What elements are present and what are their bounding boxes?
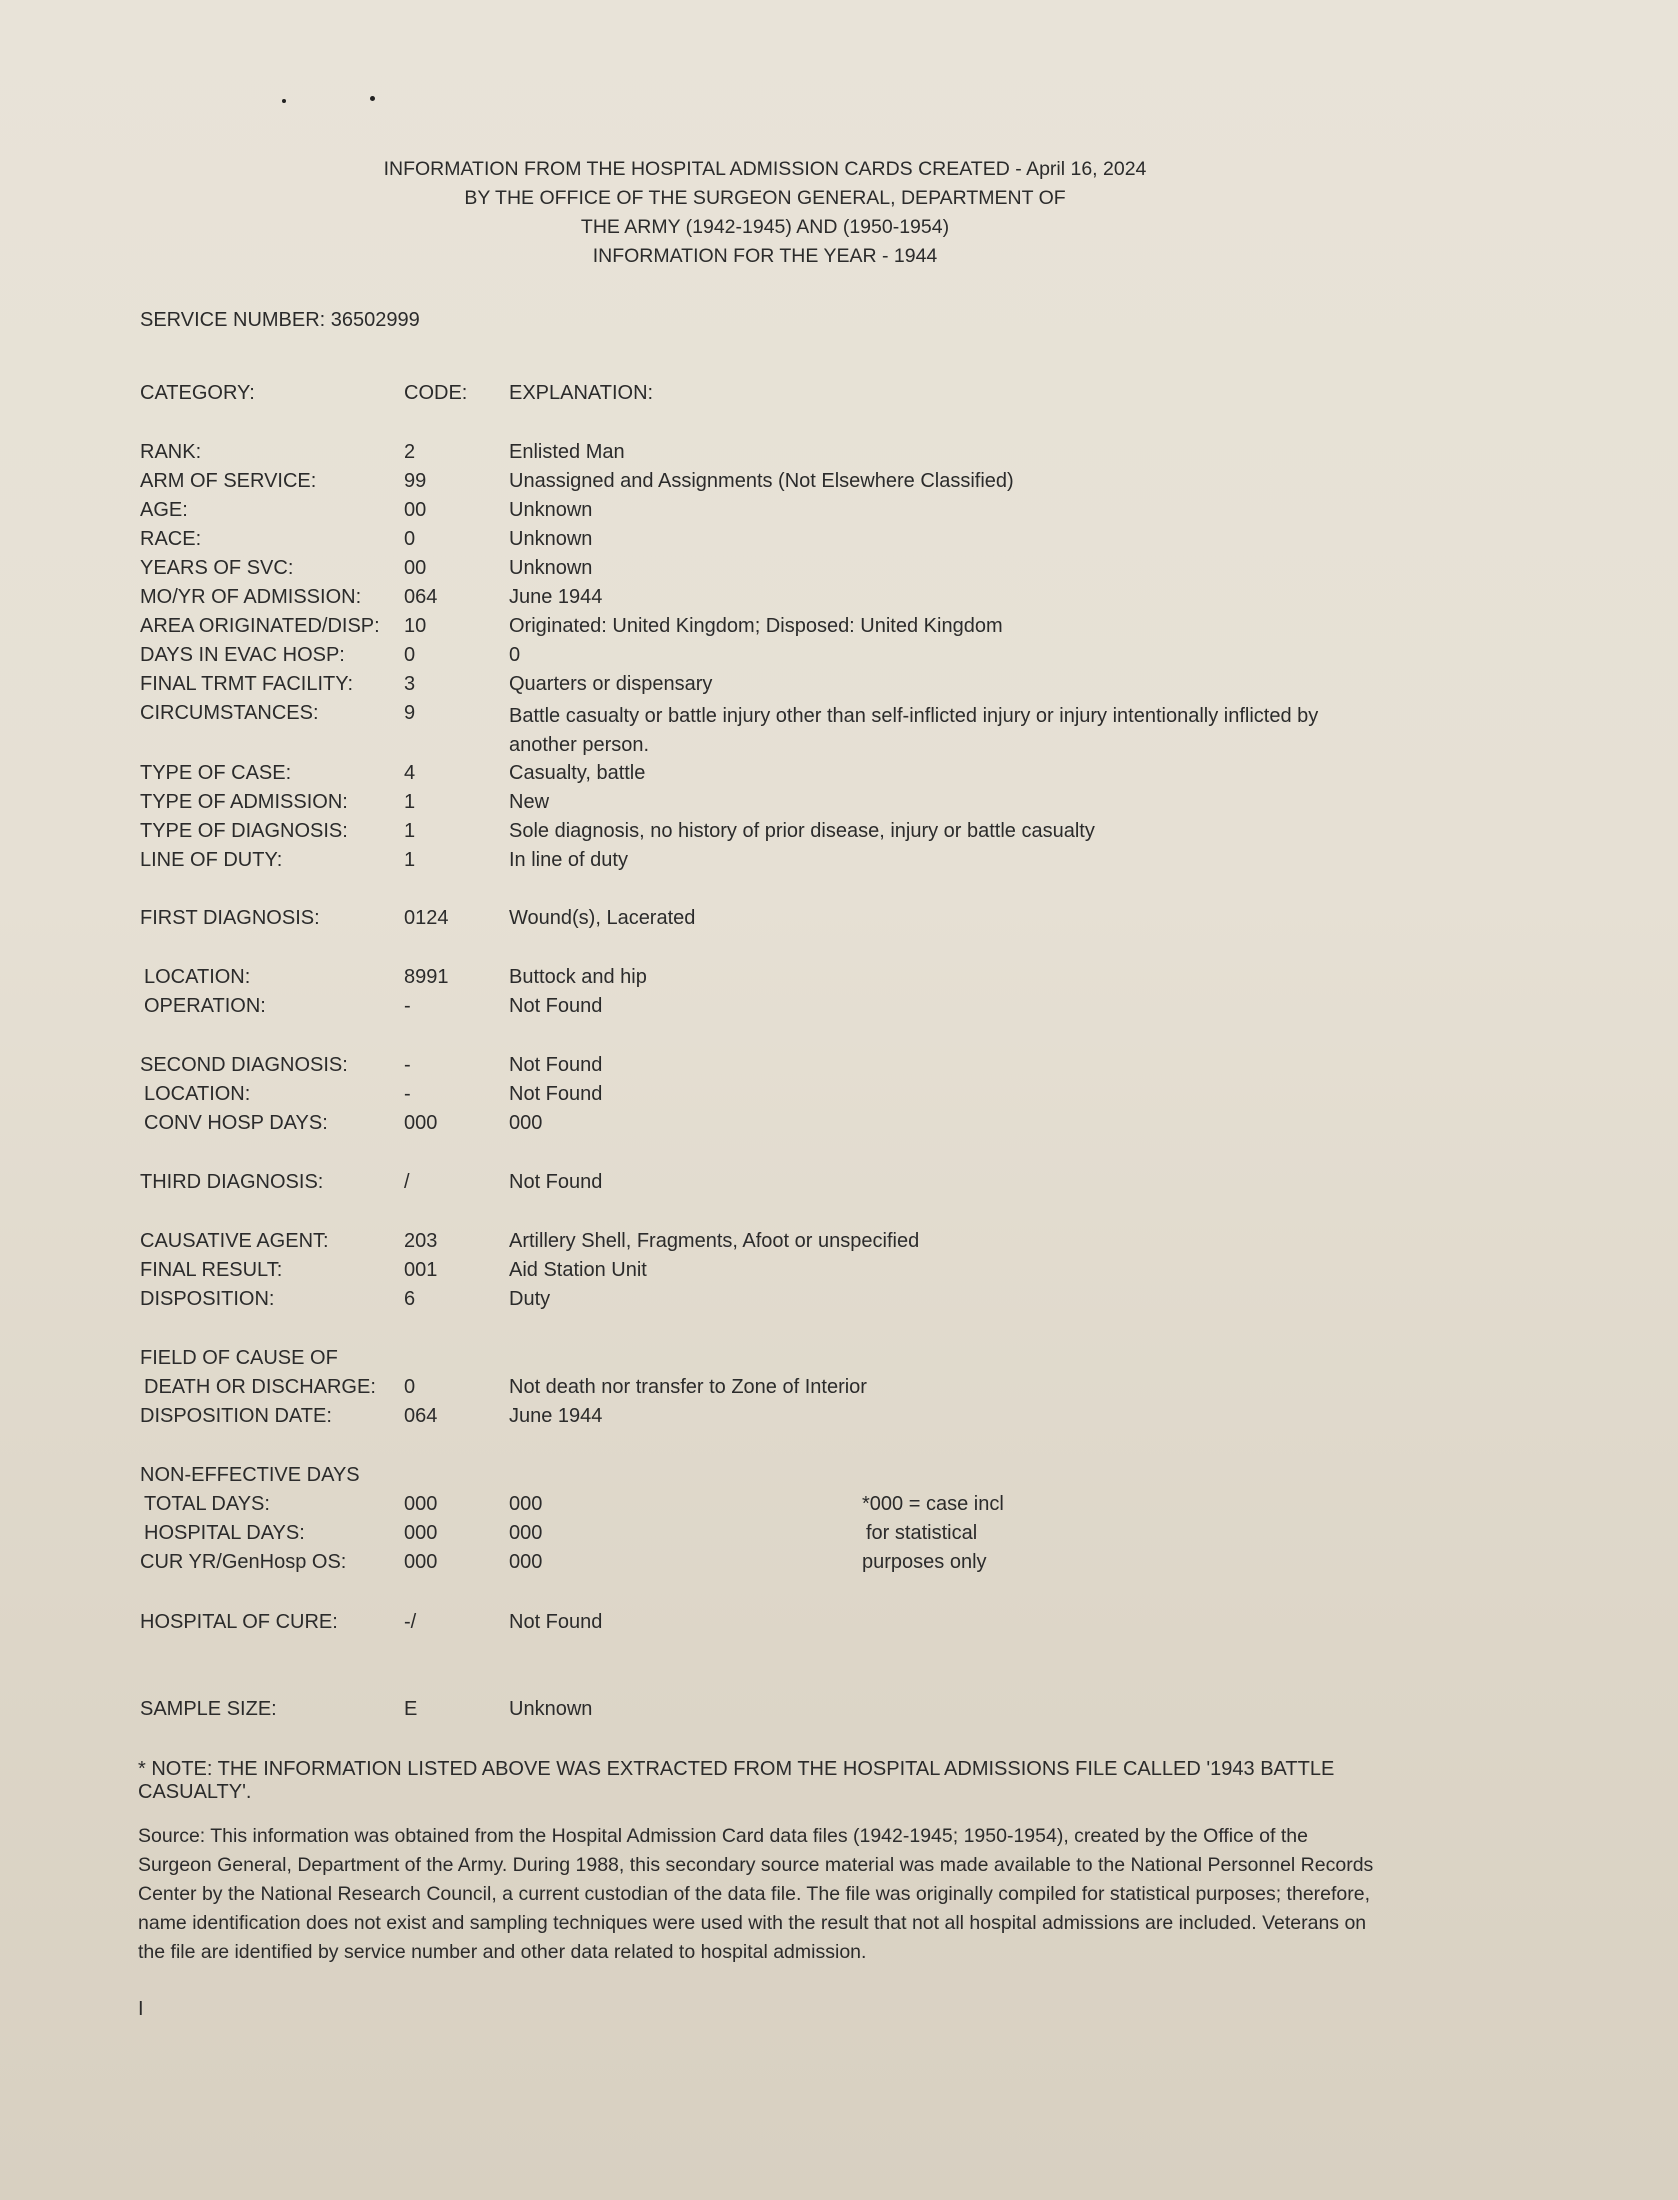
source-paragraph: Source: This information was obtained from the Hospital Admission Card data files (1942-1945; 1950-1954), created by the Office of the Surgeon General, Department of the Army. During 1988, this secondary source material was made available to the National Personnel Records Center by the National Research Council, a current custodian of the data file. The file was originally compiled for statistical purposes; therefore, name identification does not exist and sampling techniques were used with the result that not all hospital admissions are included. Veterans on the file are identified by service number and other data related to hospital admission. xyxy=(138,1825,1374,1963)
category-label: THIRD DIAGNOSIS: xyxy=(140,1171,324,1193)
code-value: 3 xyxy=(404,673,416,695)
extraction-note: * NOTE: THE INFORMATION LISTED ABOVE WAS EXTRACTED FROM THE HOSPITAL ADMISSIONS FILE CALLED '1943 BATTLE CASUALTY'. xyxy=(138,1758,1335,1803)
record-row xyxy=(0,762,1678,791)
category-header: CATEGORY: xyxy=(140,382,255,404)
explanation-value: June 1944 xyxy=(509,1405,603,1427)
code-value: 000 xyxy=(404,1493,438,1515)
category-label: AREA ORIGINATED/DISP: xyxy=(140,615,380,637)
record-row xyxy=(0,1698,1678,1727)
category-label: CAUSATIVE AGENT: xyxy=(140,1230,329,1252)
record-row xyxy=(0,966,1678,995)
explanation-value: Unknown xyxy=(509,499,593,521)
code-value: 9 xyxy=(404,702,416,724)
code-value: 000 xyxy=(404,1522,438,1544)
code-value: 00 xyxy=(404,499,427,521)
explanation-value: Enlisted Man xyxy=(509,441,625,463)
code-value: E xyxy=(404,1698,418,1720)
specks xyxy=(282,99,286,103)
explanation-value: 0 xyxy=(509,644,521,666)
explanation-value: Unknown xyxy=(509,1698,593,1720)
category-label: SECOND DIAGNOSIS: xyxy=(140,1054,348,1076)
explanation-value: June 1944 xyxy=(509,586,603,608)
footnote-text: *000 = case incl xyxy=(862,1493,1004,1515)
explanation-value: New xyxy=(509,791,550,813)
code-value: 064 xyxy=(404,1405,438,1427)
record-row xyxy=(0,820,1678,849)
document-header xyxy=(0,155,1530,271)
explanation-value: In line of duty xyxy=(509,849,628,871)
category-label: LOCATION: xyxy=(144,966,251,988)
code-value: -/ xyxy=(404,1611,417,1633)
category-label: FIELD OF CAUSE OF xyxy=(140,1347,338,1369)
category-label: RACE: xyxy=(140,528,202,550)
explanation-value: 000 xyxy=(509,1522,543,1544)
record-row xyxy=(0,702,1678,760)
header-line-2: BY THE OFFICE OF THE SURGEON GENERAL, DEPARTMENT OF xyxy=(464,187,1066,209)
explanation-value: Unknown xyxy=(509,528,593,550)
code-value: 4 xyxy=(404,762,416,784)
explanation-value: Casualty, battle xyxy=(509,762,646,784)
code-value: 10 xyxy=(404,615,427,637)
category-label: TYPE OF ADMISSION: xyxy=(140,791,348,813)
code-value: 1 xyxy=(404,849,416,871)
explanation-value: Artillery Shell, Fragments, Afoot or unspecified xyxy=(509,1230,920,1252)
code-value: 0 xyxy=(404,528,416,550)
record-row xyxy=(0,557,1678,586)
category-label: TOTAL DAYS: xyxy=(144,1493,270,1515)
record-row xyxy=(0,673,1678,702)
category-label: TYPE OF CASE: xyxy=(140,762,292,784)
record-row xyxy=(0,1464,1678,1493)
footnote-text: for statistical xyxy=(866,1522,978,1544)
record-row xyxy=(0,470,1678,499)
category-label: ARM OF SERVICE: xyxy=(140,470,317,492)
explanation-value: Not Found xyxy=(509,995,603,1017)
explanation-value: Originated: United Kingdom; Disposed: United Kingdom xyxy=(509,615,1003,637)
category-label: TYPE OF DIAGNOSIS: xyxy=(140,820,348,842)
column-headers xyxy=(0,382,1678,411)
category-label: DAYS IN EVAC HOSP: xyxy=(140,644,345,666)
explanation-header: EXPLANATION: xyxy=(509,382,654,404)
category-label: CUR YR/GenHosp OS: xyxy=(140,1551,347,1573)
record-row xyxy=(0,644,1678,673)
code-value: 6 xyxy=(404,1288,416,1310)
record-row xyxy=(0,1405,1678,1434)
category-label: FINAL RESULT: xyxy=(140,1259,283,1281)
explanation-value: 000 xyxy=(509,1112,543,1134)
category-label: CONV HOSP DAYS: xyxy=(144,1112,328,1134)
explanation-value: Buttock and hip xyxy=(509,966,647,988)
category-label: HOSPITAL OF CURE: xyxy=(140,1611,338,1633)
footer-mark: I xyxy=(138,1998,144,2020)
category-label: MO/YR OF ADMISSION: xyxy=(140,586,362,608)
category-label: RANK: xyxy=(140,441,202,463)
category-label: HOSPITAL DAYS: xyxy=(144,1522,305,1544)
record-row xyxy=(0,1083,1678,1112)
record-row xyxy=(0,499,1678,528)
header-line-1: INFORMATION FROM THE HOSPITAL ADMISSION CARDS CREATED - April 16, 2024 xyxy=(383,158,1147,180)
category-label: SAMPLE SIZE: xyxy=(140,1698,277,1720)
code-value: 1 xyxy=(404,820,416,842)
explanation-value: Not death nor transfer to Zone of Interior xyxy=(509,1376,867,1398)
explanation-value: Wound(s), Lacerated xyxy=(509,907,696,929)
record-row xyxy=(0,907,1678,936)
explanation-value: Sole diagnosis, no history of prior disease, injury or battle casualty xyxy=(509,820,1095,842)
category-label: LOCATION: xyxy=(144,1083,251,1105)
record-row xyxy=(0,528,1678,557)
record-row xyxy=(0,1259,1678,1288)
explanation-value: Not Found xyxy=(509,1054,603,1076)
code-value: 001 xyxy=(404,1259,438,1281)
record-row xyxy=(0,1376,1678,1405)
code-value: 2 xyxy=(404,441,416,463)
code-value: - xyxy=(404,1083,411,1105)
code-value: 00 xyxy=(404,557,427,579)
record-row xyxy=(0,1054,1678,1083)
category-label: AGE: xyxy=(140,499,188,521)
explanation-value: Duty xyxy=(509,1288,551,1310)
record-row xyxy=(0,1522,1678,1551)
record-row xyxy=(0,1112,1678,1141)
code-value: 0 xyxy=(404,1376,416,1398)
code-value: 0124 xyxy=(404,907,449,929)
code-value: 99 xyxy=(404,470,427,492)
category-label: LINE OF DUTY: xyxy=(140,849,283,871)
header-line-3: THE ARMY (1942-1945) AND (1950-1954) xyxy=(580,216,950,238)
code-value: 8991 xyxy=(404,966,449,988)
category-label: FIRST DIAGNOSIS: xyxy=(140,907,320,929)
record-row xyxy=(0,849,1678,878)
category-label: YEARS OF SVC: xyxy=(140,557,294,579)
code-header: CODE: xyxy=(404,382,468,404)
specks xyxy=(370,96,375,101)
explanation-value: Quarters or dispensary xyxy=(509,673,713,695)
code-value: 000 xyxy=(404,1551,438,1573)
explanation-value: Unassigned and Assignments (Not Elsewhere Classified) xyxy=(509,470,1014,492)
explanation-value: Unknown xyxy=(509,557,593,579)
record-row xyxy=(0,1551,1678,1580)
category-label: NON-EFFECTIVE DAYS xyxy=(140,1464,360,1486)
record-row xyxy=(0,586,1678,615)
record-row xyxy=(0,1171,1678,1200)
footnote-text: purposes only xyxy=(862,1551,987,1573)
category-label: DISPOSITION: xyxy=(140,1288,275,1310)
code-value: 000 xyxy=(404,1112,438,1134)
category-label: OPERATION: xyxy=(144,995,266,1017)
explanation-value: Aid Station Unit xyxy=(509,1259,647,1281)
category-label: CIRCUMSTANCES: xyxy=(140,702,319,724)
code-value: - xyxy=(404,995,411,1017)
category-label: DEATH OR DISCHARGE: xyxy=(144,1376,376,1398)
code-value: / xyxy=(404,1171,410,1193)
code-value: 203 xyxy=(404,1230,438,1252)
code-value: - xyxy=(404,1054,411,1076)
code-value: 1 xyxy=(404,791,416,813)
record-row xyxy=(0,615,1678,644)
explanation-value: Not Found xyxy=(509,1083,603,1105)
record-row xyxy=(0,995,1678,1024)
explanation-value: 000 xyxy=(509,1493,543,1515)
record-row xyxy=(0,1347,1678,1376)
record-row xyxy=(0,1288,1678,1317)
record-row xyxy=(0,1611,1678,1640)
explanation-value: Battle casualty or battle injury other than self-inflicted injury or injury intentionally inflicted by another person. xyxy=(509,705,1319,756)
explanation-value: 000 xyxy=(509,1551,543,1573)
record-row xyxy=(0,1493,1678,1522)
explanation-value: Not Found xyxy=(509,1171,603,1193)
record-row xyxy=(0,441,1678,470)
code-value: 0 xyxy=(404,644,416,666)
category-label: DISPOSITION DATE: xyxy=(140,1405,332,1427)
record-row xyxy=(0,1230,1678,1259)
category-label: FINAL TRMT FACILITY: xyxy=(140,673,354,695)
explanation-value: Not Found xyxy=(509,1611,603,1633)
record-row xyxy=(0,791,1678,820)
code-value: 064 xyxy=(404,586,438,608)
service-number: SERVICE NUMBER: 36502999 xyxy=(140,309,420,331)
header-line-4: INFORMATION FOR THE YEAR - 1944 xyxy=(592,245,938,267)
